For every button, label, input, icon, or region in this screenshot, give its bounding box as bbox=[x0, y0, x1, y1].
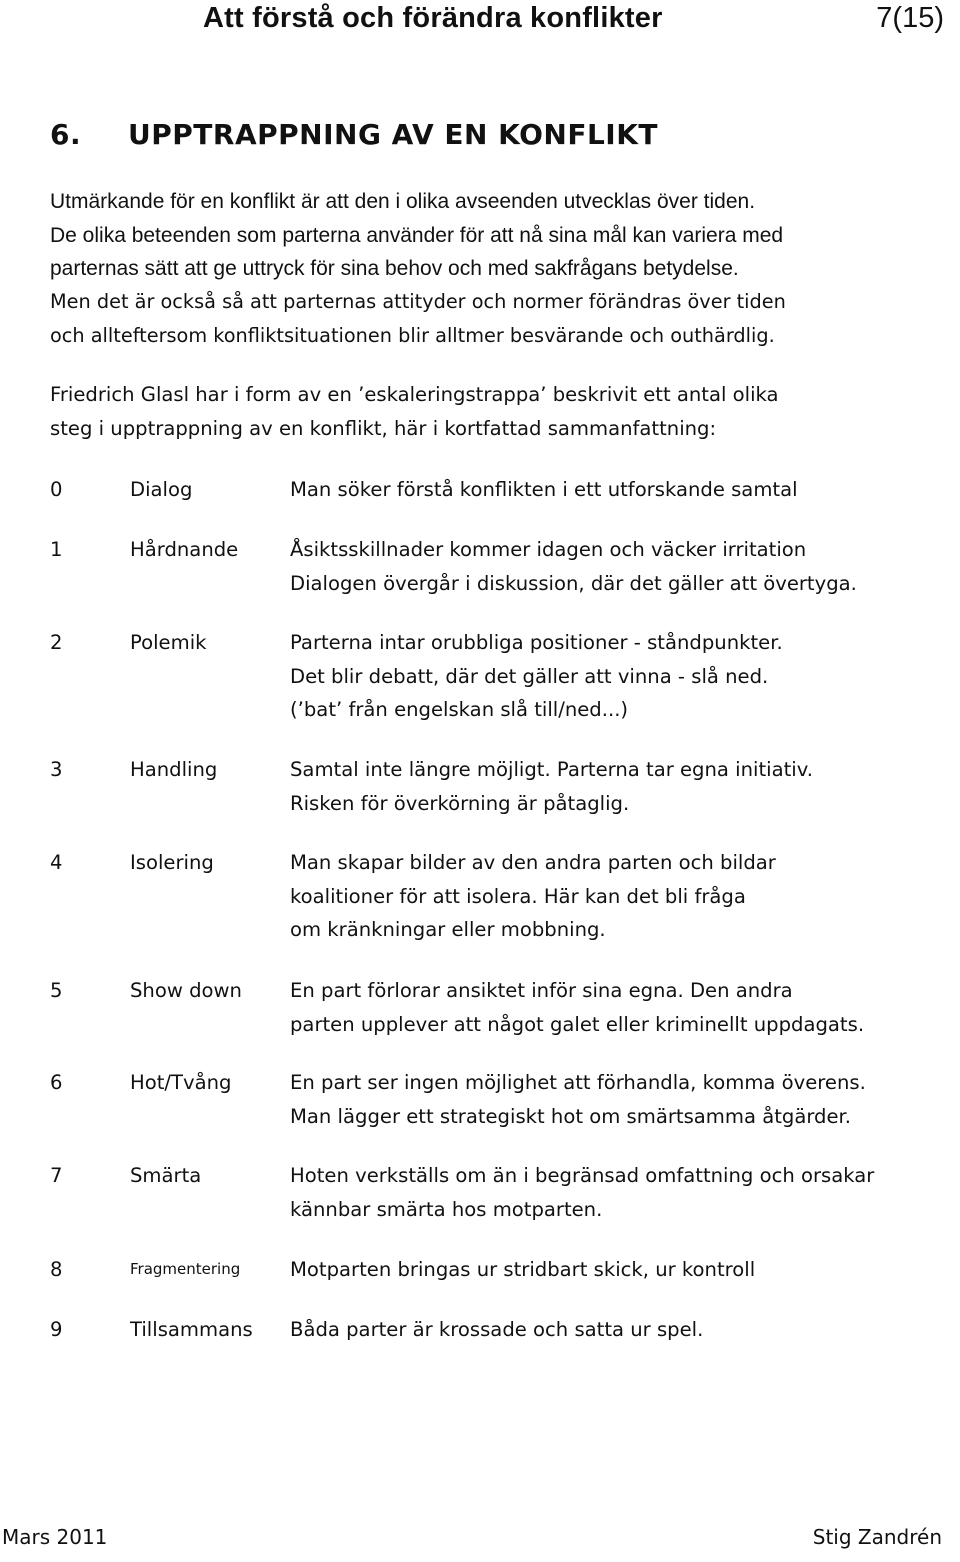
section-heading bbox=[50, 118, 658, 151]
step-description-line: (’bat’ från engelskan slå till/ned...) bbox=[290, 698, 629, 721]
glasl-paragraph bbox=[50, 378, 955, 445]
step-description bbox=[290, 1313, 703, 1347]
footer-date: Mars 2011 bbox=[2, 1525, 108, 1549]
step-description-line: kännbar smärta hos motparten. bbox=[290, 1197, 603, 1221]
step-name: Smärta bbox=[130, 1164, 202, 1187]
step-description bbox=[290, 1159, 874, 1226]
page-number: 7(15) bbox=[876, 2, 944, 34]
step-description bbox=[290, 846, 776, 947]
step-description bbox=[290, 1253, 755, 1287]
step-description bbox=[290, 473, 798, 507]
step-number: 4 bbox=[50, 851, 63, 874]
step-description-line: Hoten verkställs om än i begränsad omfattning och orsakar bbox=[290, 1164, 875, 1187]
step-description-line: Motparten bringas ur stridbart skick, ur kontroll bbox=[290, 1258, 756, 1281]
intro-paragraph bbox=[50, 185, 955, 286]
step-name: Tillsammans bbox=[130, 1318, 253, 1341]
paragraph-line: Men det är också så att parternas attityder och normer förändras över tiden bbox=[50, 290, 786, 313]
step-number: 9 bbox=[50, 1318, 63, 1341]
step-description bbox=[290, 753, 813, 820]
step-description-line: Dialogen övergår i diskussion, där det gäller att övertyga. bbox=[290, 571, 857, 595]
step-description bbox=[290, 533, 857, 600]
step-description bbox=[290, 626, 783, 727]
step-description-line: En part ser ingen möjlighet att förhandla, komma överens. bbox=[290, 1071, 866, 1094]
step-description bbox=[290, 974, 864, 1041]
step-description-line: Det blir debatt, där det gäller att vinna - slå ned. bbox=[290, 664, 769, 688]
step-number: 6 bbox=[50, 1071, 63, 1094]
paragraph-line: Friedrich Glasl har i form av en ’eskaleringstrappa’ beskrivit ett antal olika bbox=[50, 383, 779, 406]
section-number: 6. bbox=[50, 118, 82, 151]
step-name: Hårdnande bbox=[130, 538, 239, 561]
step-name: Show down bbox=[130, 979, 242, 1002]
paragraph-line: De olika beteenden som parterna använder för att nå sina mål kan variera med bbox=[50, 223, 784, 247]
step-number: 1 bbox=[50, 538, 63, 561]
step-number: 8 bbox=[50, 1258, 63, 1281]
step-number: 7 bbox=[50, 1164, 63, 1187]
step-description-line: Man söker förstå konflikten i ett utforskande samtal bbox=[290, 478, 798, 501]
footer-author: Stig Zandrén bbox=[812, 1525, 942, 1549]
step-description-line: En part förlorar ansiktet inför sina egna. Den andra bbox=[290, 979, 793, 1002]
paragraph-line: och allteftersom konfliktsituationen blir alltmer besvärande och outhärdlig. bbox=[50, 323, 775, 347]
step-description bbox=[290, 1066, 866, 1133]
step-name: Dialog bbox=[130, 478, 193, 501]
step-description-line: Man lägger ett strategiskt hot om smärtsamma åtgärder. bbox=[290, 1104, 852, 1128]
step-number: 2 bbox=[50, 631, 63, 654]
step-name: Isolering bbox=[130, 851, 214, 874]
step-number: 3 bbox=[50, 758, 63, 781]
step-description-line: Åsiktsskillnader kommer idagen och väcker irritation bbox=[290, 538, 807, 561]
step-description-line: Samtal inte längre möjligt. Parterna tar egna initiativ. bbox=[290, 758, 814, 781]
step-number: 5 bbox=[50, 979, 63, 1002]
step-description-line: Parterna intar orubbliga positioner - ståndpunkter. bbox=[290, 631, 783, 654]
step-name: Fragmentering bbox=[130, 1260, 241, 1278]
step-description-line: koalitioner för att isolera. Här kan det bli fråga bbox=[290, 884, 746, 908]
paragraph-line: Utmärkande för en konflikt är att den i olika avseenden utvecklas över tiden. bbox=[50, 190, 756, 213]
step-description-line: Man skapar bilder av den andra parten och bildar bbox=[290, 851, 776, 874]
step-description-line: om kränkningar eller mobbning. bbox=[290, 918, 606, 941]
paragraph-line: steg i upptrappning av en konflikt, här i kortfattad sammanfattning: bbox=[50, 416, 717, 440]
step-number: 0 bbox=[50, 478, 63, 501]
step-description-line: parten upplever att något galet eller kriminellt uppdagats. bbox=[290, 1012, 865, 1036]
step-description-line: Risken för överkörning är påtaglig. bbox=[290, 791, 630, 815]
intro-paragraph-continued bbox=[50, 285, 955, 352]
step-description-line: Båda parter är krossade och satta ur spel. bbox=[290, 1318, 704, 1341]
section-title: UPPTRAPPNING AV EN KONFLIKT bbox=[128, 118, 659, 151]
step-name: Polemik bbox=[130, 631, 207, 654]
paragraph-line: parternas sätt att ge uttryck för sina behov och med sakfrågans betydelse. bbox=[50, 257, 739, 280]
step-name: Hot/Tvång bbox=[130, 1071, 232, 1094]
step-name: Handling bbox=[130, 758, 218, 781]
document-title: Att förstå och förändra konflikter bbox=[203, 2, 663, 34]
